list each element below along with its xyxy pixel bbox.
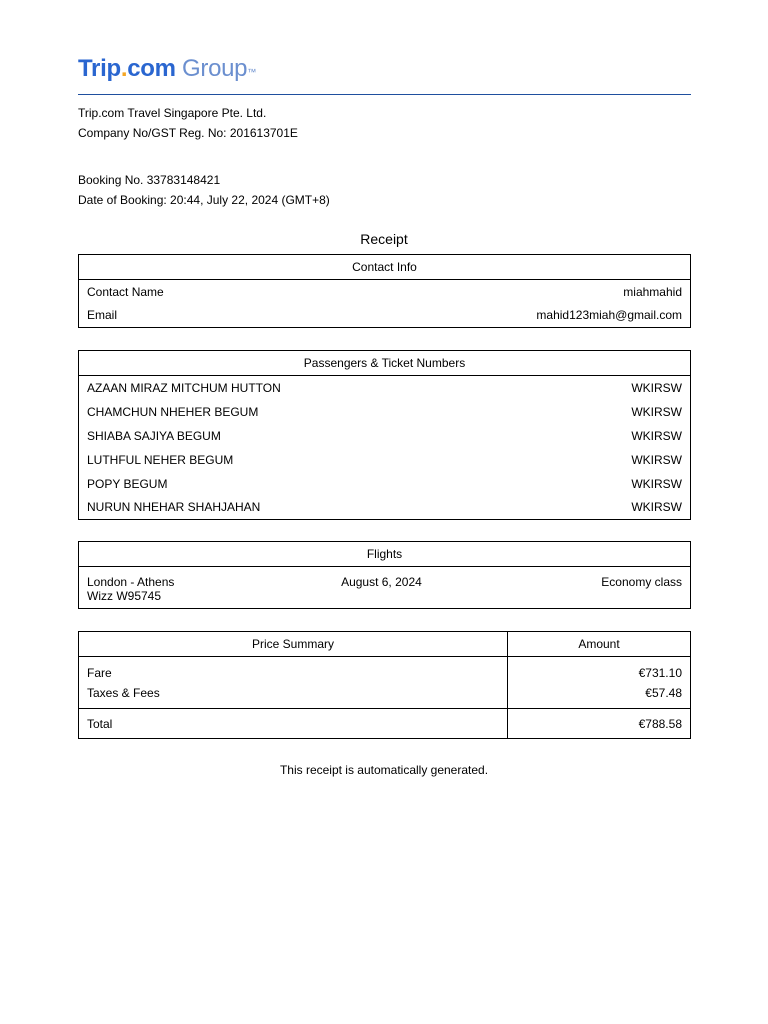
passengers-header: Passengers & Ticket Numbers bbox=[79, 351, 691, 376]
passenger-row bbox=[79, 496, 691, 520]
price-summary-header: Price Summary bbox=[79, 632, 508, 657]
contact-info-table bbox=[78, 254, 691, 328]
flight-number: Wizz W95745 bbox=[87, 588, 162, 603]
flight-number-row bbox=[79, 589, 691, 609]
passengers-table bbox=[78, 350, 691, 520]
fare-label: Fare bbox=[87, 665, 112, 680]
logo-trademark: ™ bbox=[247, 67, 256, 77]
passenger-name: NURUN NHEHAR SHAHJAHAN bbox=[87, 500, 261, 515]
passenger-row bbox=[79, 400, 691, 424]
contact-row bbox=[79, 280, 691, 304]
passenger-row bbox=[79, 376, 691, 400]
contact-name-label: Contact Name bbox=[87, 284, 164, 299]
logo-brand: Trip bbox=[78, 55, 121, 82]
passenger-row bbox=[79, 472, 691, 496]
company-name: Trip.com Travel Singapore Pte. Ltd. bbox=[78, 106, 267, 120]
passenger-row bbox=[79, 424, 691, 448]
passenger-name: CHAMCHUN NHEHER BEGUM bbox=[87, 404, 259, 419]
email-value: mahid123miah@gmail.com bbox=[536, 308, 682, 323]
ticket-number: WKIRSW bbox=[631, 452, 682, 467]
logo-group: Group bbox=[182, 55, 248, 82]
price-summary-table bbox=[78, 631, 691, 739]
flight-class: Economy class bbox=[601, 574, 682, 589]
receipt-title: Receipt bbox=[360, 231, 408, 247]
flight-route: London - Athens bbox=[87, 574, 175, 589]
trip-com-group-logo bbox=[78, 54, 256, 84]
taxes-label: Taxes & Fees bbox=[87, 685, 160, 700]
booking-date: Date of Booking: 20:44, July 22, 2024 (GMT+8) bbox=[78, 193, 330, 207]
flights-table bbox=[78, 541, 691, 609]
email-label: Email bbox=[87, 308, 118, 323]
taxes-value: €57.48 bbox=[645, 685, 682, 700]
fare-value: €731.10 bbox=[638, 665, 682, 680]
passenger-name: AZAAN MIRAZ MITCHUM HUTTON bbox=[87, 380, 281, 395]
total-row bbox=[79, 709, 691, 739]
ticket-number: WKIRSW bbox=[631, 428, 682, 443]
ticket-number: WKIRSW bbox=[631, 500, 682, 515]
company-registration: Company No/GST Reg. No: 201613701E bbox=[78, 126, 298, 140]
flight-date: August 6, 2024 bbox=[341, 574, 422, 589]
header-divider bbox=[78, 94, 691, 95]
passenger-row bbox=[79, 448, 691, 472]
total-label: Total bbox=[79, 709, 508, 739]
logo-dot: . bbox=[120, 55, 128, 82]
ticket-number: WKIRSW bbox=[631, 404, 682, 419]
ticket-number: WKIRSW bbox=[631, 380, 682, 395]
passenger-name: SHIABA SAJIYA BEGUM bbox=[87, 428, 221, 443]
total-value: €788.58 bbox=[508, 709, 691, 739]
price-breakdown-row bbox=[79, 657, 691, 709]
auto-generated-note: This receipt is automatically generated. bbox=[279, 763, 489, 777]
flights-header: Flights bbox=[79, 542, 691, 567]
passenger-name: LUTHFUL NEHER BEGUM bbox=[87, 452, 234, 467]
amount-header: Amount bbox=[508, 632, 691, 657]
ticket-number: WKIRSW bbox=[631, 476, 682, 491]
logo-com: com bbox=[127, 55, 176, 82]
contact-row bbox=[79, 304, 691, 328]
flight-row bbox=[79, 567, 691, 589]
booking-number: Booking No. 33783148421 bbox=[78, 173, 221, 187]
passenger-name: POPY BEGUM bbox=[87, 476, 168, 491]
contact-name-value: miahmahid bbox=[623, 284, 682, 299]
contact-info-header: Contact Info bbox=[79, 255, 691, 280]
